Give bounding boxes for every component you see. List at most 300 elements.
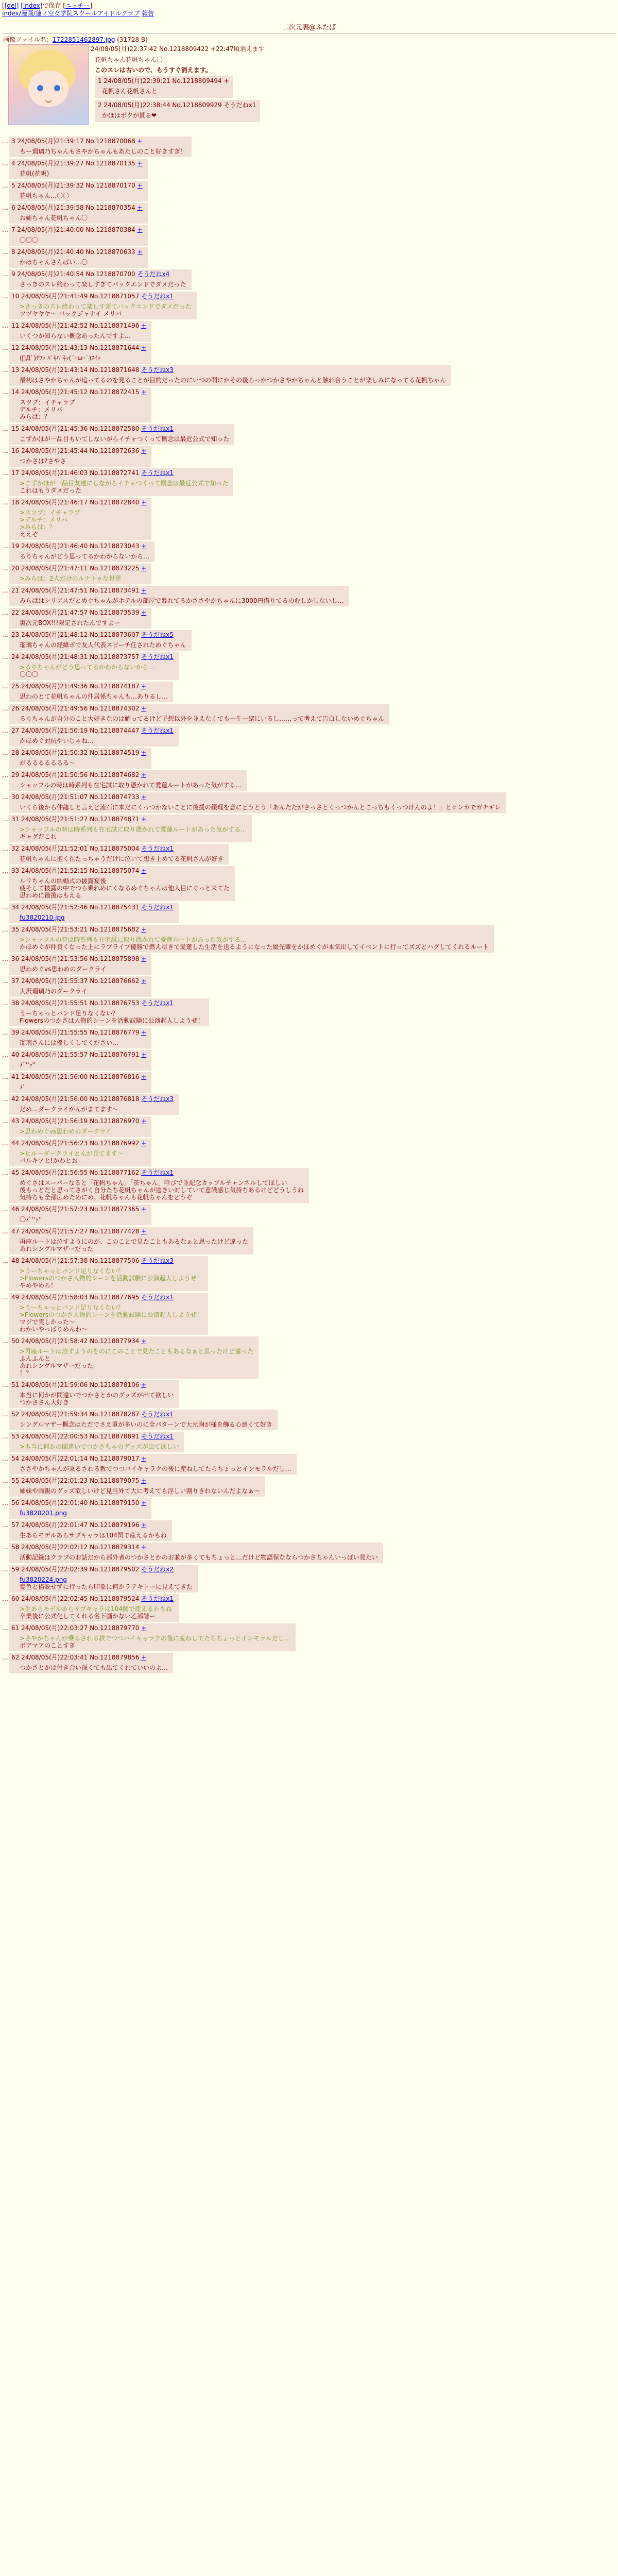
reply-post-number[interactable]: No.1218874302 xyxy=(90,705,142,712)
reply-date: 24/08/05(月)22:01:40 xyxy=(21,1499,90,1506)
reply-post-number[interactable]: No.1218879502 xyxy=(90,1566,142,1573)
soudane-button[interactable]: そうだねx1 xyxy=(141,1411,174,1418)
soudane-button[interactable]: そうだねx1 xyxy=(141,293,174,300)
reply-post-number[interactable]: No.1218876779 xyxy=(90,1029,142,1036)
soudane-plus-button[interactable]: + xyxy=(137,248,143,256)
reply-number: 32 xyxy=(11,845,22,852)
reply-date: 24/08/05(月)21:56:00 xyxy=(21,1095,90,1103)
op-thumbnail-image[interactable] xyxy=(8,44,89,125)
reply-number: 5 xyxy=(11,182,18,189)
reply-header xyxy=(11,587,344,594)
soudane-plus-button[interactable]: + xyxy=(141,705,147,712)
soudane-plus-button[interactable]: + xyxy=(141,1073,147,1080)
reply-number: 14 xyxy=(11,388,22,396)
soudane-plus-button[interactable]: + xyxy=(141,543,147,550)
soudane-plus-button[interactable]: + xyxy=(137,226,143,233)
soudane-plus-button[interactable]: + xyxy=(141,977,147,985)
reply-header xyxy=(11,955,146,962)
reply-row xyxy=(2,343,616,364)
reply-post-number[interactable]: No.1218870633 xyxy=(85,248,138,256)
reply-number: 30 xyxy=(11,793,22,801)
reply-post-number[interactable]: No.1218872580 xyxy=(90,425,142,432)
reply-post-number[interactable]: No.1218877695 xyxy=(90,1294,142,1301)
reply-post-number[interactable]: No.1218871644 xyxy=(90,344,142,351)
soudane-button[interactable]: そうだねx1 xyxy=(141,1169,174,1176)
reply-indent-mark: … xyxy=(2,1624,8,1632)
reply-row xyxy=(2,726,616,747)
reply-date: 24/08/05(月)21:55:37 xyxy=(21,977,90,985)
reply-post xyxy=(9,498,151,540)
reply-number: 12 xyxy=(11,344,22,351)
soudane-plus-button[interactable]: + xyxy=(141,771,147,778)
soudane-plus-button[interactable]: + xyxy=(137,204,143,211)
soudane-plus-button[interactable]: + xyxy=(141,1521,147,1529)
soudane-plus-button[interactable]: + xyxy=(141,1624,147,1632)
soudane-plus-button[interactable]: + xyxy=(141,1544,147,1551)
reply-body xyxy=(20,575,146,582)
reply-date: 24/08/05(月)21:40:54 xyxy=(17,270,86,278)
reply-body xyxy=(20,1576,193,1590)
reply-indent-mark: … xyxy=(2,977,8,985)
reply-post-number[interactable]: No.1218872636 xyxy=(90,447,142,454)
reply-row xyxy=(2,365,616,386)
reply-date: 24/08/05(月)21:46:40 xyxy=(21,543,90,550)
soudane-plus-button[interactable]: + xyxy=(141,1337,147,1345)
reply-post-number[interactable]: No.1218878106 xyxy=(90,1381,142,1388)
op-file-prefix: 画像ファイル名： xyxy=(3,36,53,43)
reply-row xyxy=(2,748,616,769)
reply-post xyxy=(9,564,151,584)
soudane-plus-button[interactable]: + xyxy=(141,1654,147,1661)
reply-line: ツヅヤヤヤ〜 バックジャナイ メリバ xyxy=(20,310,122,317)
reply-line: 花帆(花帆) xyxy=(20,170,49,177)
reply-post-number[interactable]: No.1218873491 xyxy=(90,587,142,594)
reply-indent-mark: … xyxy=(2,344,8,351)
soudane-button[interactable]: そうだねx1 xyxy=(141,904,174,911)
reply-post xyxy=(9,1498,151,1519)
reply-date: 24/08/05(月)21:56:00 xyxy=(21,1073,90,1080)
soudane-plus-button[interactable]: + xyxy=(141,388,147,396)
reply-line: 再座ルートは泣すようにのが、このことで見たこともあるなぁと思ったけど違った xyxy=(20,1238,249,1245)
reply-line: 後もっとだと思ってさがく自分たち花帆ちゃんが逃きい対していて意識感じ気持ちあるけどどうしうね xyxy=(20,1187,304,1194)
reply-line: マジで実しかった～ xyxy=(20,1318,76,1326)
reply-line: めぐさはスーパーなると「花帆ちゃん」「茨ちゃん」呼びで並記念カップルチャンネルしてほしい xyxy=(20,1179,287,1187)
reply-row xyxy=(2,1476,616,1497)
soudane-plus-button[interactable]: + xyxy=(141,565,147,572)
op-file-link[interactable]: 1722851462897.jpg xyxy=(52,36,115,43)
reply-post-number[interactable]: No.1218874447 xyxy=(90,727,142,734)
reply-row xyxy=(2,903,616,923)
reply-header xyxy=(11,160,143,167)
reply-post xyxy=(9,1454,297,1475)
reply-body xyxy=(20,1061,146,1069)
reply-indent-mark: … xyxy=(2,999,8,1007)
reply-line: ﾒﾞ xyxy=(20,1083,26,1091)
reply-date: 24/08/05(月)21:47:11 xyxy=(21,565,90,572)
soudane-button[interactable]: そうだねx1 xyxy=(141,425,174,432)
reply-line: ふんふんと xyxy=(20,1355,51,1362)
reply-post-number[interactable]: No.1218879314 xyxy=(90,1544,142,1551)
del-link[interactable]: [del] xyxy=(4,2,19,9)
soudane-button[interactable]: そうだねx1 xyxy=(141,469,174,477)
reply-header xyxy=(11,1624,290,1632)
reply-post-number[interactable]: No.1218874733 xyxy=(90,793,142,801)
reply-post-number[interactable]: No.1218870170 xyxy=(85,182,138,189)
reply-header xyxy=(11,845,224,852)
reply-post-number[interactable]: No.1218875431 xyxy=(90,904,142,911)
reply-row xyxy=(2,586,616,606)
reply-body xyxy=(20,1216,146,1223)
reply-number: 4 xyxy=(11,160,18,167)
reply-indent-mark: … xyxy=(2,1169,8,1176)
reply-row xyxy=(2,321,616,342)
soudane-button[interactable]: そうだねx3 xyxy=(141,1257,174,1264)
soudane-plus-button[interactable]: + xyxy=(141,955,147,962)
reply-body xyxy=(20,1487,260,1495)
nicchi-link[interactable]: ニッチー xyxy=(65,2,90,9)
attachment-link[interactable]: fu3820201.png xyxy=(20,1510,67,1517)
report-link[interactable]: 報告 xyxy=(142,10,154,17)
reply-date: 24/08/05(月)21:39:58 xyxy=(17,204,86,211)
soudane-plus-button[interactable]: + xyxy=(141,1206,147,1213)
reply-post-number[interactable]: No.1218870384 xyxy=(85,226,138,233)
reply-post-number[interactable]: No.1218873225 xyxy=(90,565,142,572)
reply-body xyxy=(20,737,174,744)
reply-header xyxy=(11,425,229,432)
reply-row xyxy=(2,608,616,629)
soudane-plus-button[interactable]: + xyxy=(141,344,147,351)
reply-body xyxy=(20,936,489,951)
reply-post xyxy=(9,1623,296,1651)
reply-post-number[interactable]: No.1218877365 xyxy=(90,1206,142,1213)
reply-row xyxy=(2,1565,616,1592)
reply-post-number[interactable]: No.1218873607 xyxy=(90,631,142,638)
reply-number: 16 xyxy=(11,447,22,454)
reply-date: 24/08/05(月)21:55:55 xyxy=(21,1029,90,1036)
soudane-plus-button[interactable]: + xyxy=(141,926,147,933)
reply-line: 瑠璃さんには優しくしてください… xyxy=(20,1039,119,1046)
reply-date: 24/08/05(月)22:00:53 xyxy=(21,1433,90,1440)
reply-number: 54 xyxy=(11,1455,22,1462)
reply-body xyxy=(20,509,146,538)
reply-post-number[interactable]: No.1218873539 xyxy=(90,609,142,616)
soudane-button[interactable]: そうだねx1 xyxy=(141,727,174,734)
reply-row xyxy=(2,468,616,496)
soudane-plus-button[interactable]: + xyxy=(141,1029,147,1036)
reply-post-number[interactable]: No.1218878891 xyxy=(90,1433,142,1440)
reply-date: 24/08/05(月)21:45:44 xyxy=(21,447,90,454)
reply-post-number[interactable]: No.1218872415 xyxy=(90,388,142,396)
reply-body xyxy=(20,281,186,288)
reply-post-number[interactable]: No.1218873757 xyxy=(90,653,142,660)
reply-number: 41 xyxy=(11,1073,22,1080)
reply-line: 生あらモデルあらサブキャラは104関で産えるかもね xyxy=(20,1532,167,1539)
reply-header xyxy=(11,727,174,734)
soudane-button[interactable]: そうだねx1 xyxy=(141,1433,174,1440)
quote-line: >Flowersのつかさ人物的シーンを活動試験に公演起人しようぜ！ xyxy=(20,1275,203,1282)
reply-post xyxy=(9,1094,179,1115)
reply-post-number[interactable]: No.1218874519 xyxy=(90,749,142,756)
reply-row xyxy=(2,292,616,319)
soudane-plus-button[interactable]: + xyxy=(141,609,147,616)
reply-date: 24/08/05(月)21:40:40 xyxy=(17,248,86,256)
soudane-button[interactable]: そうだねx1 xyxy=(141,1595,174,1602)
reply-number: 34 xyxy=(11,904,22,911)
reply-post-number[interactable]: No.1218874682 xyxy=(90,771,142,778)
soudane-button[interactable]: そうだねx1 xyxy=(141,999,174,1007)
reply-number: 15 xyxy=(11,425,22,432)
reply-post xyxy=(9,925,494,953)
reply-post xyxy=(9,792,506,813)
reply-date: 24/08/05(月)21:41:49 xyxy=(21,293,90,300)
reply-number: 10 xyxy=(11,293,22,300)
index-link[interactable]: [index] xyxy=(21,2,43,9)
reply-date: 24/08/05(月)21:55:57 xyxy=(21,1051,90,1058)
op-file-info xyxy=(3,36,615,43)
reply-line: るりちゃんがどう思ってるかわからないから… xyxy=(20,553,150,560)
reply-header xyxy=(11,388,146,396)
reply-body xyxy=(20,1443,179,1450)
reply-row xyxy=(2,1227,616,1255)
soudane-button[interactable]: そうだねx5 xyxy=(141,631,174,638)
reply-indent-mark: … xyxy=(2,293,8,300)
reply-header xyxy=(11,138,186,145)
reply-number: 13 xyxy=(11,366,22,374)
reply-header xyxy=(11,344,146,351)
soudane-plus-button[interactable]: + xyxy=(141,1051,147,1058)
reply-post-number[interactable]: No.1218876992 xyxy=(90,1140,142,1147)
reply-header xyxy=(11,1411,272,1418)
soudane-plus-button[interactable]: + xyxy=(141,587,147,594)
soudane-plus-button[interactable]: + xyxy=(141,749,147,756)
reply-line: 気持ちも全部広めためにめ。花帆ちゃんも花帆ちゃんをどうぞ xyxy=(20,1194,193,1201)
reply-indent-mark: … xyxy=(2,1337,8,1345)
quote-line: >思わめぐvs思わめのダークライ xyxy=(20,1128,112,1135)
reply-post-number[interactable]: No.1218879856 xyxy=(90,1654,142,1661)
reply-row xyxy=(2,1293,616,1335)
reply-post-number[interactable]: No.1218875898 xyxy=(90,955,142,962)
soudane-plus-button[interactable]: + xyxy=(141,1117,147,1125)
reply-indent-mark: … xyxy=(2,1455,8,1462)
reply-header xyxy=(11,226,143,233)
reply-post xyxy=(9,321,151,342)
reply-header xyxy=(11,1169,304,1176)
reply-post-number[interactable]: No.1218876662 xyxy=(90,977,142,985)
reply-line: ルリちゃんの結婚式の披露宴後 xyxy=(20,877,107,885)
soudane-plus-button[interactable]: + xyxy=(137,182,143,189)
soudane-plus-button[interactable]: + xyxy=(141,793,147,801)
reply-number: 24 xyxy=(11,653,22,660)
index2-link[interactable]: index xyxy=(2,10,19,17)
reply-date: 24/08/05(月)21:39:32 xyxy=(17,182,86,189)
reply-post-number[interactable]: No.1218877428 xyxy=(90,1228,142,1235)
reply-body xyxy=(20,1348,253,1377)
reply-date: 24/08/05(月)21:58:42 xyxy=(21,1337,90,1345)
reply-post-number[interactable]: No.1218872741 xyxy=(90,469,142,477)
reply-post-number[interactable]: No.1218876816 xyxy=(90,1073,142,1080)
reply-post-number[interactable]: No.1218879524 xyxy=(90,1595,142,1602)
reply-row xyxy=(2,682,616,702)
reply-post-number[interactable]: No.1218877934 xyxy=(90,1337,142,1345)
reply-number: 11 xyxy=(11,322,22,329)
reply-body xyxy=(20,1238,248,1252)
reply-date: 24/08/05(月)21:59:34 xyxy=(21,1411,90,1418)
reply-post-number[interactable]: No.1218879017 xyxy=(90,1455,142,1462)
reply-post-number[interactable]: No.1218879150 xyxy=(90,1499,142,1506)
reply-body xyxy=(20,1605,174,1620)
reply-post-number[interactable]: No.1218870068 xyxy=(85,138,138,145)
reply-post xyxy=(9,225,148,246)
soudane-button[interactable]: そうだねx3 xyxy=(141,1095,174,1103)
reply-post-number[interactable]: No.1218877506 xyxy=(90,1257,142,1264)
reply-body xyxy=(20,332,146,340)
reply-post xyxy=(9,1168,309,1203)
soudane-plus-button[interactable]: + xyxy=(137,138,143,145)
thread-title-link[interactable]: 蓮ノ空女学院スクールアイドルクラブ xyxy=(35,10,140,17)
reply-post-number[interactable]: No.1218871648 xyxy=(90,366,142,374)
reply-post-number[interactable]: No.1218871496 xyxy=(90,322,142,329)
reply-header xyxy=(11,705,384,712)
reply-header xyxy=(11,1595,174,1602)
reply-row xyxy=(2,1168,616,1203)
soudane-plus-button[interactable]: + xyxy=(141,867,147,874)
reply-number: 57 xyxy=(11,1521,22,1529)
reply-line: 卒業後に公式化してくれる名下画かない乙部誌ー xyxy=(20,1613,156,1620)
soudane-button[interactable]: そうだねx2 xyxy=(141,1566,174,1573)
reply-number: 21 xyxy=(11,587,22,594)
reply-line: さっきのスレ終わって楽しすぎてバックエンドでダメだった xyxy=(20,281,186,288)
reply-header xyxy=(11,749,146,756)
soudane-plus-button[interactable]: + xyxy=(141,1477,147,1484)
board-link[interactable]: /漫画/ xyxy=(19,10,36,17)
reply-post xyxy=(9,586,349,606)
reply-row xyxy=(2,247,616,268)
reply-indent-mark: … xyxy=(2,160,8,167)
soudane-plus-button[interactable]: + xyxy=(137,160,143,167)
reply-post xyxy=(9,1336,259,1379)
reply-number: 20 xyxy=(11,565,22,572)
reply-body xyxy=(20,435,229,443)
reply-post-number[interactable]: No.1218876818 xyxy=(90,1095,142,1103)
reply-date: 24/08/05(月)21:46:17 xyxy=(21,499,90,506)
reply-row xyxy=(2,541,616,562)
reply-date: 24/08/05(月)21:59:06 xyxy=(21,1381,90,1388)
reply-post-number[interactable]: No.1218874187 xyxy=(90,683,142,690)
reply-indent-mark: … xyxy=(2,926,8,933)
reply-post-number[interactable]: No.1218870354 xyxy=(85,204,138,211)
expiry-notice: このスレは古いので、もうすぐ消えます。 xyxy=(95,66,212,74)
soudane-button[interactable]: そうだねx1 xyxy=(141,1294,174,1301)
reply-post-number[interactable]: No.1218879770 xyxy=(90,1624,142,1632)
soudane-plus-button[interactable]: + xyxy=(141,1140,147,1147)
reply-row xyxy=(2,652,616,680)
reply-row xyxy=(2,424,616,445)
reply-post-number[interactable]: No.1218871057 xyxy=(90,293,142,300)
quote-line: >ヒルーダークライとんが見てます～ xyxy=(20,1150,124,1157)
soudane-plus-button[interactable]: + xyxy=(141,1499,147,1506)
reply-post-number[interactable]: No.1218874871 xyxy=(90,816,142,823)
reply-post xyxy=(9,770,247,791)
reply-post-number[interactable]: No.1218875004 xyxy=(90,845,142,852)
reply-date: 24/08/05(月)22:02:45 xyxy=(21,1595,90,1602)
soudane-plus-button[interactable]: + xyxy=(141,322,147,329)
reply-line: 〇〇〇 xyxy=(20,671,39,678)
reply-body xyxy=(20,1510,146,1517)
soudane-button[interactable]: そうだねx4 xyxy=(137,270,170,278)
reply-number: 49 xyxy=(11,1294,22,1301)
reply-post-number[interactable]: No.1218877162 xyxy=(90,1169,142,1176)
reply-header xyxy=(11,293,192,300)
reply-post-number[interactable]: No.1218875074 xyxy=(90,867,142,874)
reply-post-number[interactable]: No.1218873043 xyxy=(90,543,142,550)
reply-line: ポアマアのことすぎ xyxy=(20,1642,76,1649)
attachment-link[interactable]: fu3820224.png xyxy=(20,1576,67,1583)
reply-indent-mark: … xyxy=(2,270,8,278)
reply-post-number[interactable]: No.1218872840 xyxy=(90,499,142,506)
reply-date: 24/08/05(月)22:03:27 xyxy=(21,1624,90,1632)
reply-post-number[interactable]: No.1218876791 xyxy=(90,1051,142,1058)
op-file-size: (31728 B) xyxy=(117,36,148,43)
reply-header xyxy=(11,977,146,985)
reply-post xyxy=(9,468,233,496)
reply-row xyxy=(2,866,616,901)
reply-post-number[interactable]: No.1218875682 xyxy=(90,926,142,933)
soudane-plus-button[interactable]: + xyxy=(141,447,147,454)
soudane-plus-button[interactable]: + xyxy=(141,1455,147,1462)
soudane-button[interactable]: そうだねx1 xyxy=(141,653,174,660)
reply-post xyxy=(9,424,234,445)
reply-line: うーちゃっとバンド足りなくない？ xyxy=(20,1010,119,1017)
reply-post xyxy=(9,365,451,386)
reply-header xyxy=(11,565,146,572)
reply-post-number[interactable]: No.1218876753 xyxy=(90,999,142,1007)
reply-body xyxy=(20,214,143,222)
reply-body xyxy=(20,236,143,244)
soudane-plus-button[interactable]: + xyxy=(141,683,147,690)
reply-body xyxy=(20,715,384,722)
reply-header xyxy=(11,1381,174,1388)
attachment-link[interactable]: fu3820210.jpg xyxy=(20,914,65,921)
reply-line: デルチ：メリバ xyxy=(20,406,63,413)
reply-number: 42 xyxy=(11,1095,22,1103)
reply-indent-mark: … xyxy=(2,1257,8,1264)
reply-post xyxy=(9,954,151,975)
soudane-plus-button[interactable]: + xyxy=(141,1228,147,1235)
reply-post-number[interactable]: No.1218879075 xyxy=(90,1477,142,1484)
reply-row xyxy=(2,792,616,813)
soudane-plus-button[interactable]: + xyxy=(141,1381,147,1388)
quote-line: >再座ルートは泣すようのをのにこのことで見たこともあるなぁと思ったけど違った xyxy=(20,1348,254,1355)
reply-post-number[interactable]: No.1218876970 xyxy=(90,1117,142,1125)
reply-body xyxy=(20,914,174,921)
reply-indent-mark: … xyxy=(2,1499,8,1506)
soudane-button[interactable]: そうだねx1 xyxy=(141,845,174,852)
reply-post-number[interactable]: No.1218878287 xyxy=(90,1411,142,1418)
reply-post xyxy=(9,343,151,364)
soudane-button[interactable]: そうだねx3 xyxy=(141,366,174,374)
soudane-plus-button[interactable]: + xyxy=(141,499,147,506)
reply-post-number[interactable]: No.1218870700 xyxy=(85,270,138,278)
reply-post xyxy=(9,682,173,702)
reply-body xyxy=(20,855,224,862)
reply-post-number[interactable]: No.1218870135 xyxy=(85,160,138,167)
reply-body xyxy=(20,1106,174,1113)
reply-date: 24/08/05(月)21:45:12 xyxy=(21,388,90,396)
reply-post xyxy=(9,247,148,268)
reply-post-number[interactable]: No.1218879196 xyxy=(90,1521,142,1529)
reply-post xyxy=(9,976,151,997)
soudane-plus-button[interactable]: + xyxy=(141,816,147,823)
